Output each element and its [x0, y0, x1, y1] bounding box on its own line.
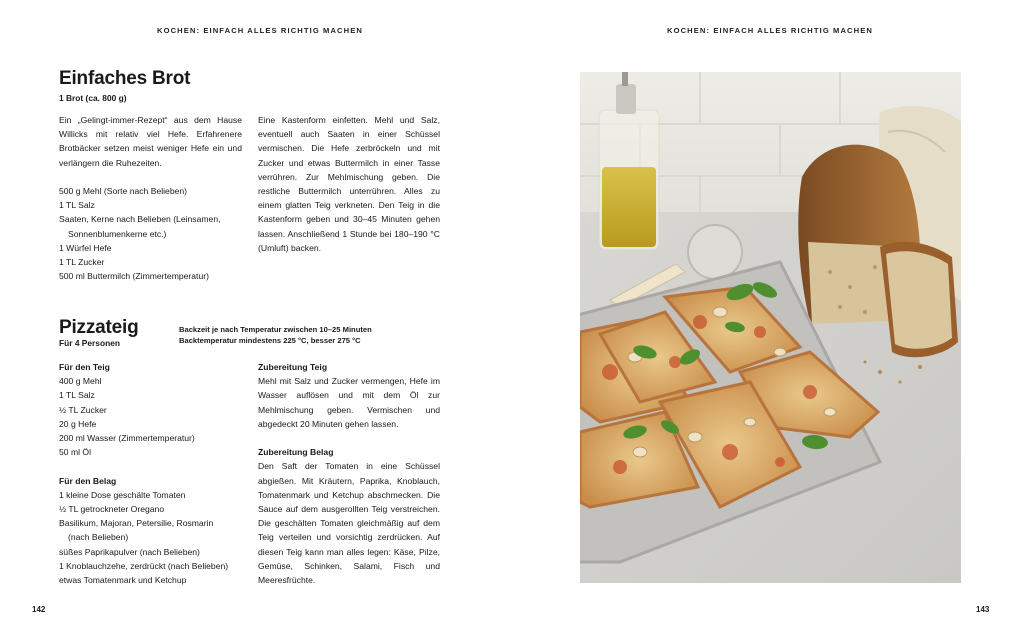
prep-topping-text: Den Saft der Tomaten in eine Schüssel abgießen. Mit Kräutern, Paprika, Knoblauch, Tomatenmark und Ketchup abschmecken. Die Sauce auf dem ausgerollten Teig verstreichen. Die geschälten Tomaten gleichmäßig auf dem Teig verteilen und vorsichtig zerdrücken. Auf diesen Teig kann man alles legen: Käse, Pilze, Gemüse, Schinken, Salami, Fisch und Meeresfrüchte. [258, 461, 440, 586]
dough-ingredient: 20 g Hefe [59, 418, 97, 429]
dough-ingredient: 1 TL Salz [59, 390, 95, 401]
dough-ingredient: 200 ml Wasser (Zimmertemperatur) [59, 433, 195, 444]
bread-ingredient: Saaten, Kerne nach Belieben (Leinsamen, [59, 214, 221, 225]
dough-ingredient: 400 g Mehl [59, 376, 102, 387]
bake-temperature: Backtemperatur mindestens 225 °C, besser 275 °C [179, 335, 361, 345]
bread-method: Eine Kastenform einfetten. Mehl und Salz, eventuell auch Saaten in einer Schüssel vermischen. Die Hefe zerbröckeln und mit Zucker und etwas Buttermilch in einer Tasse verrühren. Zur Mehlmischung geben. Die restliche Buttermilch unterrühren. Alles zu einem glatten Teig verkneten. Den Teig in die Kastenform geben und 30–45 Minuten gehen lassen. Anschließend 1 Stunde bei 180–190 °C (Umluft) backen. [258, 115, 440, 253]
page-number-left: 142 [32, 605, 46, 614]
dough-ingredient: 50 ml Öl [59, 447, 91, 458]
dough-ingredient: ½ TL Zucker [59, 404, 107, 415]
prep-dough-text: Mehl mit Salz und Zucker vermengen, Hefe im Wasser auflösen und mit dem Öl zur Mehlmischung geben. Vermischen und abgedeckt 20 Minuten gehen lassen. [258, 376, 440, 429]
pizza-title: Pizzateig [59, 317, 139, 338]
food-photo-illustration [580, 72, 961, 583]
running-head-left: KOCHEN: EINFACH ALLES RICHTIG MACHEN [157, 26, 363, 35]
bread-ingredient: Sonnenblumenkerne etc.) [68, 228, 167, 239]
prep-dough-heading: Zubereitung Teig [258, 362, 328, 372]
prep-topping-heading: Zubereitung Belag [258, 447, 334, 458]
page-number-right: 143 [976, 605, 990, 614]
dough-heading: Für den Teig [59, 362, 110, 372]
bread-left-column [59, 113, 242, 283]
pizza-bake-info [179, 325, 372, 346]
bread-ingredient: 500 g Mehl (Sorte nach Belieben) [59, 186, 188, 196]
food-photo [580, 72, 961, 583]
topping-ingredient: süßes Paprikapulver (nach Belieben) [59, 546, 200, 557]
pizza-yield: Für 4 Personen [59, 338, 120, 348]
bread-title: Einfaches Brot [59, 68, 191, 89]
topping-ingredient: 1 kleine Dose geschälte Tomaten [59, 489, 186, 500]
topping-ingredient: 1 Knoblauchzehe, zerdrückt (nach Belieben) [59, 560, 229, 571]
pizza-method-column [258, 360, 440, 587]
bake-time: Backzeit je nach Temperatur zwischen 10–25 Minuten [179, 325, 372, 334]
bread-ingredient: 1 TL Zucker [59, 257, 105, 268]
bread-method-column [258, 113, 440, 255]
bread-ingredient: 500 ml Buttermilch (Zimmertemperatur) [59, 271, 209, 282]
topping-ingredient: (nach Belieben) [68, 532, 129, 543]
pizza-ingredients-column [59, 360, 249, 587]
bread-yield: 1 Brot (ca. 800 g) [59, 93, 127, 103]
topping-ingredient: ½ TL getrockneter Oregano [59, 504, 165, 515]
topping-ingredient: etwas Tomatenmark und Ketchup [59, 575, 187, 586]
bread-ingredient: 1 Würfel Hefe [59, 242, 112, 253]
bread-ingredient: 1 TL Salz [59, 200, 95, 211]
topping-heading: Für den Belag [59, 475, 117, 486]
topping-ingredient: Basilikum, Majoran, Petersilie, Rosmarin [59, 518, 214, 529]
running-head-right: KOCHEN: EINFACH ALLES RICHTIG MACHEN [667, 26, 873, 35]
bread-intro: Ein „Gelingt-immer-Rezept“ aus dem Hause Willicks mit relativ viel Hefe. Erfahrenere Brotbäcker setzen meist weniger Hefe ein und verlängern die Ruhezeiten. [59, 115, 242, 168]
